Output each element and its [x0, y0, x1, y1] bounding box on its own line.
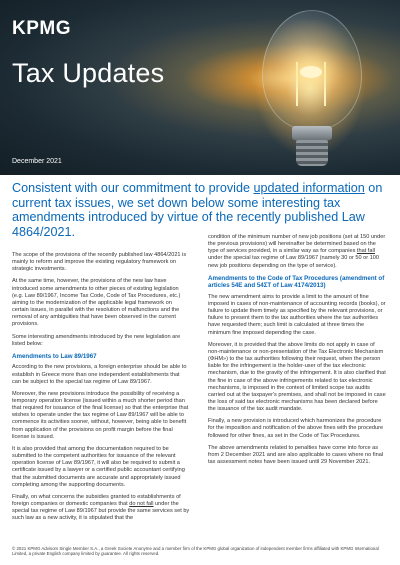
intro-paragraph: [12, 181, 390, 239]
text-span: under the special tax regime of Law 89/1967 but provide the same services set by such law as a new activity, it is stipulated that the: [12, 501, 190, 522]
paragraph: Finally, a new provision is introduced which harmonizes the procedure for the imposition and notification of the above fines with the procedure followed for other fines, as set in the Code of Tax Procedures.: [208, 418, 384, 439]
paragraph: Moreover, the new provisions introduce the possibility of receiving a temporary operation license (issued within a much shorter period than that required for issuance of the final license) so that the enterprise that wishes to operate under the tax regime of Law 89/1967 will be able to commence its activities sooner, without, however, being able to benefit from application of the provisions on profit margin before the final license is issued.: [12, 390, 189, 440]
paragraph: It is also provided that among the documentation required to be submitted to the competent authorities for issuance of the relevant operation license of Law 89/1967, it will also be required to submit a certificate issued by a lawyer or a certified public accountant certifying that the submitted documents are accurate and appropriately issued completing among the supporting documents.: [12, 445, 185, 488]
underlined-text: do not fall: [129, 501, 154, 508]
paragraph: Moreover, it is provided that the above limits do not apply in case of non-maintenance or non-presentation of the Tax Electronic Mechanism (ΦΗΜ») to the tax authorities following their request, when the person liable for the infringement is the holder-user of the tax electronic mechanism, due to the gravity of the infringement. It is also clarified that the fine in case of the above infringements related to tax electronic mechanisms, is imposed in the context of limited scope tax audits carried out at the taxpayer's premises, and shall not be imposed in case the loss of said tax electronic mechanisms has been declared before the issuance of the tax audit mandate.: [208, 341, 386, 413]
bulb-base: [296, 140, 328, 166]
bulb-neck: [292, 126, 332, 140]
updated-information-link[interactable]: updated information: [253, 181, 365, 195]
paragraph: The scope of the provisions of the recently published law 4864/2021 is mainly to reform and improve the existing regulatory framework on strategic investments.: [12, 252, 187, 273]
paragraph: [12, 494, 190, 523]
intro-text-end: on current tax issues, we set down below some interesting tax amendments introduced by virtue of the recently published Law 4864/2021.: [12, 181, 383, 239]
text-span: condition of the minimum number of new job positions (set at 150 under the previous provisions) will hereinafter be determined based on the type of services provided, in a similar way as for companies: [208, 234, 386, 255]
copyright-footer: © 2021 KPMG Advisors Single Member S.A., a Greek Societe Anonyme and a member firm of the KPMG global organization of independent member firms affiliated with KPMG International Limited, a private English company limited by guarantee. All rights reserved.: [12, 546, 379, 557]
right-column: [208, 234, 386, 471]
hero-banner: [0, 0, 400, 175]
section-heading-code-of-tax-procedures: Amendments to the Code of Tax Procedures (amendment of articles 54E and 54ΣΤ of Law 4174/2013): [208, 274, 385, 290]
paragraph: At the same time, however, the provisions of the new law have introduced some amendments to other pieces of existing legislation (e.g. Law 89/1967, Income Tax Code, Code of Tax Procedures, etc.) aiming to the modernization of the applicable legal framework on certain issues, in parallel with the resolution of malfunctions and the removal of any ambiguities that have been observed in the current provisions.: [12, 278, 181, 328]
bulb-filament-glow: [300, 66, 322, 78]
section-heading-law-89-1967: Amendments to Law 89/1967: [12, 352, 97, 360]
paragraph: Some interesting amendments introduced by the new legislation are listed below:: [12, 333, 181, 347]
paragraph: According to the new provisions, a foreign enterprise should be able to establish in Greece more than one independent establishments that can be subject to the special tax regime of Law 89/1967.: [12, 364, 187, 385]
page-title: Tax Updates: [12, 58, 165, 88]
paragraph: The new amendment aims to provide a limit to the amount of fine imposed in cases of non-maintenance of accounting records (books), or failure to update them timely as specified by the relevant provisions, or failure to present them to the tax authorities where the tax authorities have requested them; such limit is calculated at three times the minimum fine imposed depending the case.: [208, 293, 386, 336]
underlined-text: that fall: [356, 248, 375, 255]
text-span: under the special tax regime of Law 89/1967 (namely 30 or 50 or 100 new job positions depending on the type of service).: [208, 255, 380, 269]
text-span: Finally, on what concerns the subsidies granted to establishments of foreign companies or domestic companies that: [12, 493, 181, 508]
kpmg-logo: KPMG: [12, 18, 71, 39]
left-column: [12, 252, 190, 528]
paragraph: The above amendments related to penalties have come into force as from 2 December 2021 and are also applicable to cases where no final tax assessment notes have been issued until 29 November 2021.: [208, 444, 384, 466]
paragraph: [208, 234, 386, 270]
intro-text-start: Consistent with our commitment to provide: [12, 181, 254, 195]
issue-date: December 2021: [12, 158, 62, 165]
